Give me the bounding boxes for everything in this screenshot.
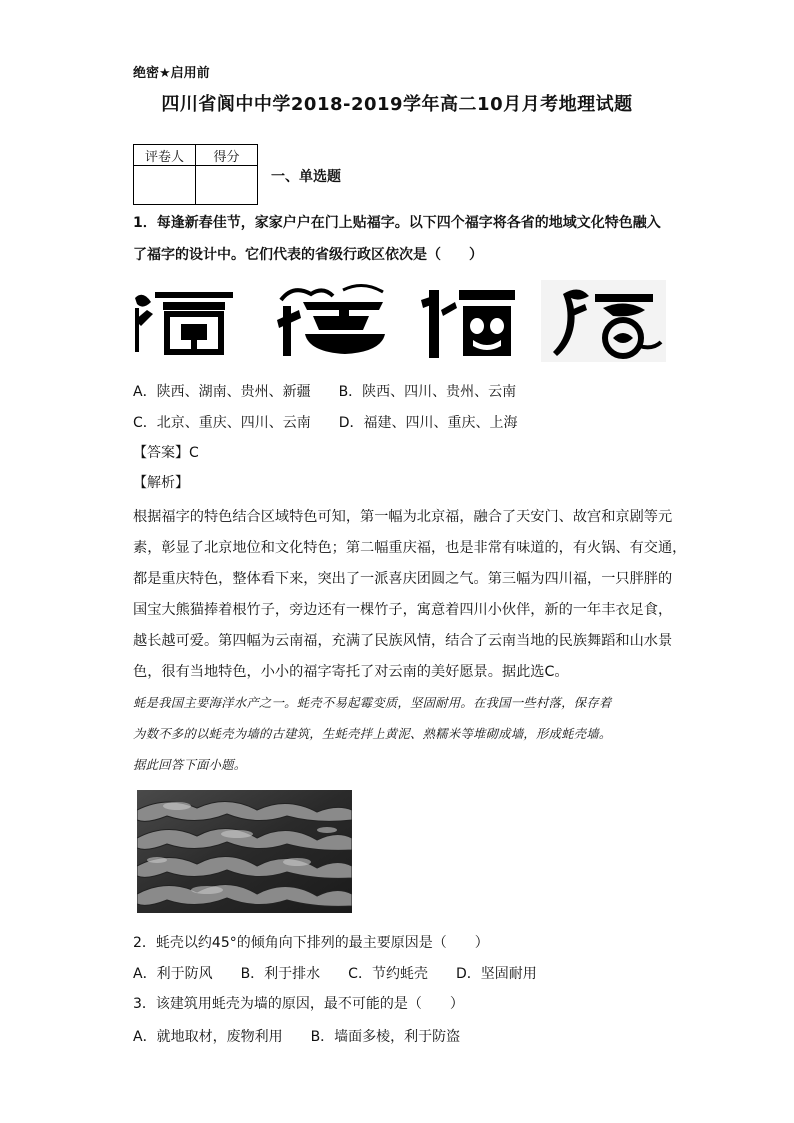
- score-cell: [196, 166, 258, 205]
- q3-stem: 3．该建筑用蚝壳为墙的原因，最不可能的是（ ）: [133, 996, 464, 1012]
- analysis-line: 国宝大熊猫捧着根竹子，旁边还有一棵竹子，寓意着四川小伙伴，新的一年丰衣足食，: [133, 602, 673, 618]
- grader-header: 评卷人: [134, 145, 196, 166]
- passage-line: 蚝是我国主要海洋水产之一。蚝壳不易起霉变质，坚固耐用。在我国一些村落，保存着: [133, 695, 612, 710]
- section-title: 一、单选题: [271, 169, 341, 185]
- fu-sichuan-icon: [421, 290, 515, 358]
- passage-line: 为数不多的以蚝壳为墙的古建筑，生蚝壳拌上黄泥、熟糯米等堆砌成墙，形成蚝壳墙。: [133, 726, 612, 741]
- q2-stem: 2．蚝壳以约45°的倾角向下排列的最主要原因是（ ）: [133, 935, 489, 951]
- fu-beijing-icon: [135, 292, 233, 352]
- q1-options-row2: C．北京、重庆、四川、云南 D．福建、四川、重庆、上海: [133, 415, 518, 431]
- q2-options: A．利于防风 B．利于排水 C．节约蚝壳 D．坚固耐用: [133, 966, 537, 982]
- answer-label: 【答案】C: [133, 445, 199, 461]
- analysis-line: 素，彰显了北京地位和文化特色；第二幅重庆福，也是非常有味道的，有火锅、有交通，: [133, 540, 687, 556]
- q3-options: A．就地取材，废物利用 B．墙面多棱，利于防盗: [133, 1029, 461, 1045]
- grader-cell: [134, 166, 196, 205]
- q1-stem-line2: 了福字的设计中。它们代表的省级行政区依次是（ ）: [133, 247, 483, 263]
- score-table: [133, 144, 258, 205]
- q1-stem-line1: 1．每逢新春佳节，家家户户在门上贴福字。以下四个福字将各省的地域文化特色融入: [133, 215, 661, 231]
- fu-yunnan-icon: [541, 280, 666, 362]
- analysis-line: 越长越可爱。第四幅为云南福，充满了民族风情，结合了云南当地的民族舞蹈和山水景: [133, 633, 673, 649]
- analysis-line: 根据福字的特色结合区域特色可知，第一幅为北京福，融合了天安门、故宫和京剧等元: [133, 509, 673, 525]
- fu-characters-image: [133, 280, 666, 362]
- score-header: 得分: [196, 145, 258, 166]
- q1-options-row1: A．陕西、湖南、贵州、新疆 B．陕西、四川、贵州、云南: [133, 384, 517, 400]
- oyster-wall-photo: [137, 790, 352, 913]
- page-title: 四川省阆中中学2018-2019学年高二10月月考地理试题: [161, 94, 633, 115]
- analysis-label: 【解析】: [133, 475, 189, 491]
- analysis-line: 都是重庆特色，整体看下来，突出了一派喜庆团圆之气。第三幅为四川福，一只胖胖的: [133, 571, 673, 587]
- fu-chongqing-icon: [277, 285, 385, 356]
- top-secret-label: 绝密★启用前: [133, 66, 210, 81]
- analysis-line: 色，很有当地特色，小小的福字寄托了对云南的美好愿景。据此选C。: [133, 664, 569, 680]
- passage-line: 据此回答下面小题。: [133, 757, 247, 772]
